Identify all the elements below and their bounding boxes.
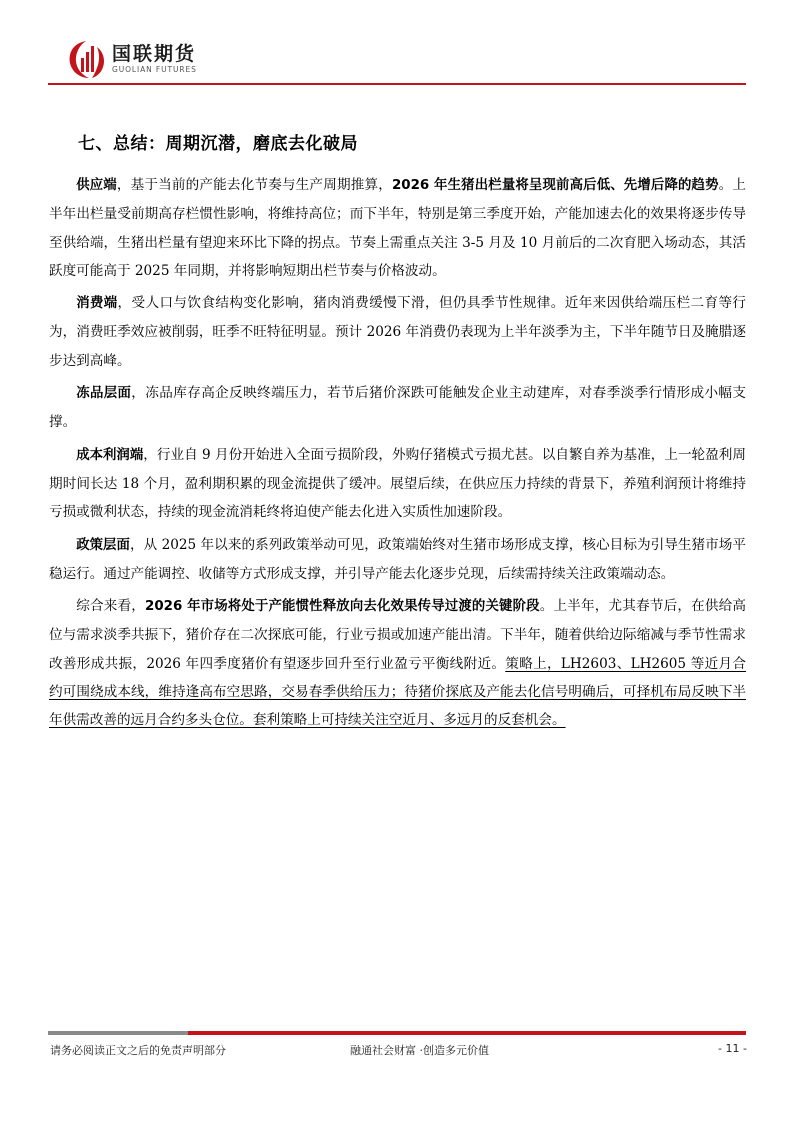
paragraph-supply — [49, 171, 746, 285]
paragraph-text: 。上半年，尤其春节后，在供给高位与需求淡季共振下，猪价存在二次探底可能，行业亏损或加速产能出清。下半年，随着供给边际缩减与季节性需求改善形成共振，2026 年四季度猪价有望逐步回升至行业盈亏平衡线附近。 — [49, 598, 747, 672]
bold-text: 2026 年生猪出栏量将呈现前高后低、先增后降的趋势 — [391, 178, 719, 193]
footer-disclaimer: 请务必阅读正文之后的免责声明部分 — [50, 1044, 226, 1057]
bold-text: 2026 年市场将处于产能惯性释放向去化效果传导过渡的关键阶段 — [145, 599, 540, 615]
guolian-logo-icon — [66, 38, 106, 80]
footer-divider — [48, 1031, 746, 1035]
page-number: - 11 - — [718, 1042, 747, 1055]
lead-term: 消费端 — [76, 296, 118, 312]
footer-slogan: 融通社会财富 ·创造多元价值 — [350, 1044, 489, 1057]
brand-name-en: GUOLIAN FUTURES — [112, 65, 197, 74]
strategy-text: 策略上，LH2603、LH2605 等近月合约可围绕成本线，维持逢高布空思路，交易春季供给压力；待猪价探底及产能去化信号明确后，可择机布局反映下半年供需改善的远月合约多头仓位。套利策略上可持续关注空近月、多远月的反套机会。 — [49, 655, 746, 729]
paragraph-text: 综合来看， — [76, 598, 146, 615]
lead-term: 冻品层面 — [76, 386, 132, 402]
paragraph-text: ，行业自 9 月份开始进入全面亏损阶段，外购仔猪模式亏损尤甚。以自繁自养为基准，上一轮盈利周期时间长达 18 个月，盈利期积累的现金流提供了缓冲。展望后续，在供应压力持续的背景下，养殖利润预计将维持亏损或微利状态，持续的现金流消耗终将迫使产能去化进入实质性加速阶段。 — [49, 446, 746, 521]
page-header — [66, 38, 197, 80]
paragraph-text: ，冻品库存高企反映终端压力，若节后猪价深跌可能触发企业主动建库，对春季淡季行情形成小幅支撑。 — [49, 385, 747, 431]
paragraph-demand — [49, 289, 746, 375]
paragraph-frozen — [49, 379, 746, 437]
paragraph-summary — [49, 592, 746, 734]
paragraph-text: ，从 2025 年以来的系列政策举动可见，政策端始终对生猪市场形成支撑，核心目标为引导生猪市场平稳运行。通过产能调控、收储等方式形成支撑，并引导产能去化逐步兑现，后续需持续关注政策端动态。 — [49, 536, 747, 582]
lead-term: 成本利润端 — [76, 447, 144, 463]
lead-term: 供应端 — [76, 178, 117, 193]
paragraph-text: ，受人口与饮食结构变化影响，猪肉消费缓慢下滑，但仍具季节性规律。近年来因供给端压栏二育等行为，消费旺季效应被削弱，旺季不旺特征明显。预计 2026 年消费仍表现为上半年淡季为主，下半年随节日及腌腊逐步达到高峰。 — [49, 295, 747, 369]
brand-name-cn: 国联期货 — [112, 43, 197, 65]
body-text — [49, 171, 746, 739]
section-title: 七、总结：周期沉潜，磨底去化破局 — [78, 134, 358, 154]
paragraph-text: 。上半年出栏量受前期高存栏惯性影响，将维持高位；而下半年，特别是第三季度开始，产能加速去化的效果将逐步传导至供给端，生猪出栏量有望迎来环比下降的拐点。节奏上需重点关注 3-5 月及 10 月前后的二次育肥入场动态，其活跃度可能高于 2025 年同期，并将影响短期出栏节奏与价格波动。 — [49, 177, 747, 279]
paragraph-policy — [49, 531, 746, 589]
header-divider — [48, 83, 746, 85]
paragraph-text: ，基于当前的产能去化节奏与生产周期推算， — [116, 177, 392, 193]
paragraph-cost-profit — [49, 441, 746, 527]
lead-term: 政策层面 — [76, 537, 130, 553]
